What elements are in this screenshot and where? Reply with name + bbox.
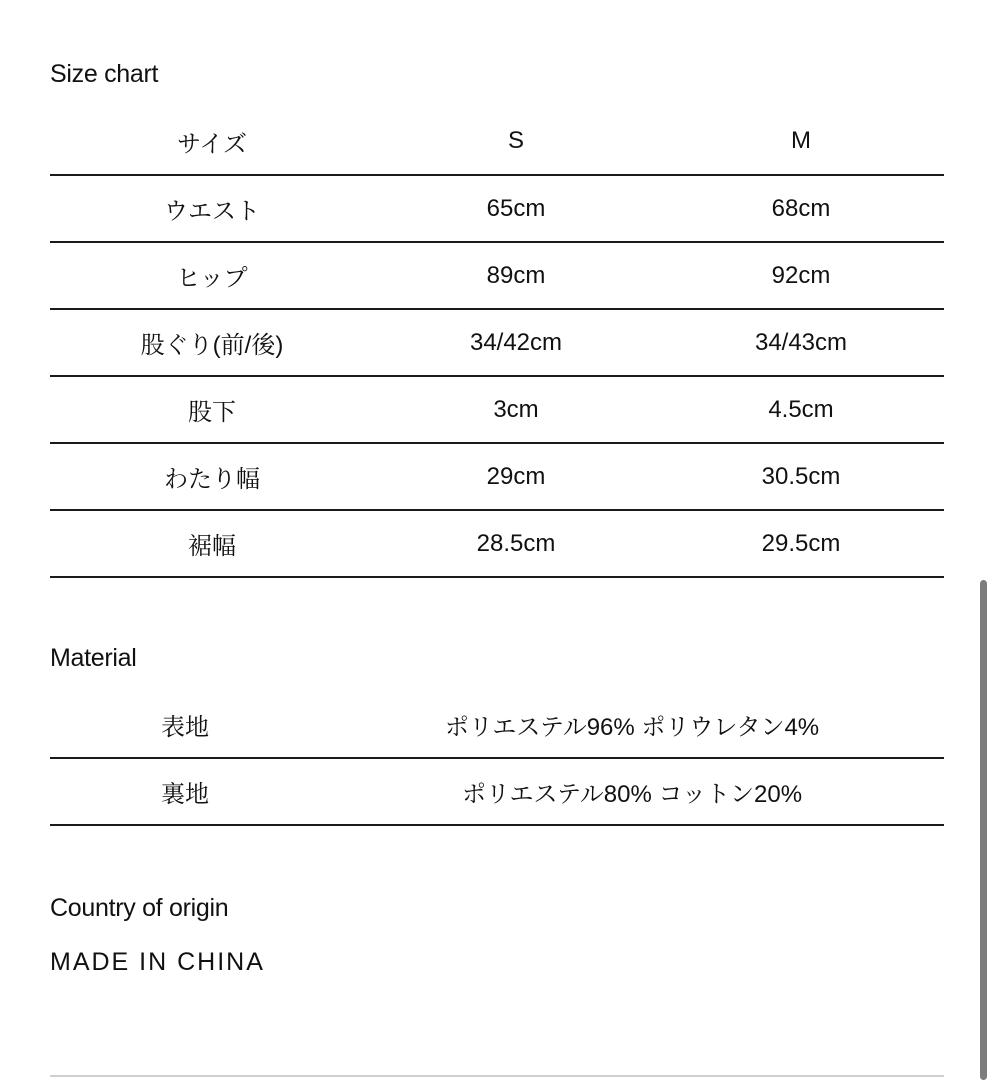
- table-row: [50, 310, 944, 377]
- header-cell-s: S: [507, 127, 524, 154]
- value-s: 65cm: [486, 194, 546, 222]
- value-s: 29cm: [486, 462, 546, 490]
- row-label: 裾幅: [188, 533, 236, 560]
- size-chart-table: [50, 108, 944, 578]
- value-m: 92cm: [771, 261, 831, 289]
- value-m: 30.5cm: [761, 462, 841, 490]
- row-label: わたり幅: [164, 466, 260, 493]
- row-label: 股下: [188, 399, 236, 426]
- size-chart-title: Size chart: [50, 60, 159, 88]
- row-label: 股ぐり(前/後): [140, 332, 284, 359]
- row-label: ヒップ: [176, 265, 248, 292]
- table-row: [50, 377, 944, 444]
- header-cell-size: サイズ: [176, 130, 248, 158]
- value-s: 3cm: [493, 395, 539, 423]
- value-m: 4.5cm: [768, 395, 834, 423]
- country-of-origin-value: MADE IN CHINA: [50, 948, 265, 976]
- value-m: 68cm: [771, 194, 831, 222]
- material-part-label: 表地: [161, 714, 209, 741]
- material-composition: ポリエステル80% コットン20%: [461, 781, 803, 808]
- table-row: [50, 759, 944, 826]
- material-title: Material: [50, 644, 137, 672]
- row-label: ウエスト: [164, 198, 260, 225]
- value-m: 29.5cm: [761, 529, 841, 557]
- size-chart-header-row: [50, 108, 944, 176]
- table-row: [50, 444, 944, 511]
- table-row: [50, 176, 944, 243]
- table-row: [50, 692, 944, 759]
- value-s: 89cm: [486, 261, 546, 289]
- table-row: [50, 511, 944, 578]
- material-table: [50, 692, 944, 826]
- header-cell-m: M: [791, 127, 811, 154]
- section-divider: [50, 1075, 944, 1077]
- value-s: 28.5cm: [476, 529, 556, 557]
- scrollbar-thumb[interactable]: [980, 580, 987, 1080]
- value-m: 34/43cm: [754, 328, 848, 356]
- material-part-label: 裏地: [161, 781, 209, 808]
- country-of-origin-title: Country of origin: [50, 894, 229, 922]
- material-composition: ポリエステル96% ポリウレタン4%: [444, 714, 820, 741]
- value-s: 34/42cm: [469, 328, 563, 356]
- table-row: [50, 243, 944, 310]
